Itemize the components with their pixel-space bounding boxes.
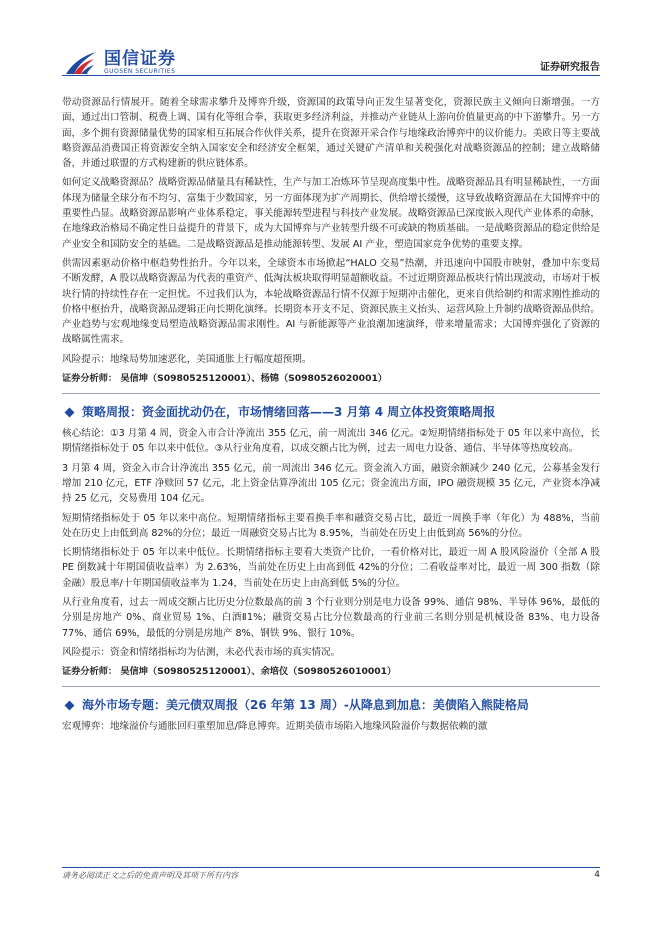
section-strategic-resources [62, 95, 600, 386]
section-divider [62, 686, 600, 687]
risk-note: 风险提示：地缘局势加速恶化，美国通胀上行幅度超预期。 [62, 353, 312, 365]
header-divider [62, 75, 600, 76]
guosen-logo [64, 50, 176, 76]
paragraph: 如何定义战略资源品？战略资源品储量具有稀缺性，生产与加工冶炼环节呈现高度集中性。战略资源品具有明显稀缺性，一方面体现为储量全球分布不均匀、富集于少数国家，另一方面体现为扩产周期长、供给增长缓慢，这导致战略资源品在大国博弈中的重要性凸显。战略资源品影响产业体系稳定，事关能源转型进程与科技产业发展。战略资源品已深度嵌入现代产业体系的命脉，在地缘政治格局不确定性日益提升的背景下，成为大国博弈与产业转型升级不可或缺的物质基础。一是战略资源品的稳定供给是产业安全和国防安全的基础。二是战略资源品是推动能源转型、发展 AI 产业，塑造国家竞争优势的重要支撑。 [62, 177, 600, 250]
report-body [62, 95, 600, 739]
risk-note: 风险提示：资金和情绪指标均为估测，未必代表市场的真实情况。 [62, 646, 341, 658]
paragraph: 从行业角度看，过去一周成交额占比历史分位数最高的前 3 个行业则分别是电力设备 99%、通信 98%、半导体 96%，最低的分别是房地产 0%、商业贸易 1%、白酒Ⅱ1%；融资交易占比分位数最高的行业前三名则分别是机械设备 83%、电力设备 77%、通信 69%，最低的分别是房地产 8%、钢铁 9%、银行 10%。 [62, 597, 600, 639]
page-header [0, 0, 662, 80]
section-strategy-weekly [62, 403, 600, 679]
section-divider [62, 393, 600, 394]
paragraph: 带动资源品行情展开。随着全球需求攀升及博弈升级，资源国的政策导向正发生显著变化，资源民族主义倾向日渐增强。一方面，通过出口管制、税费上调、国有化等组合拳，获取更多经济利益，并推动产业链从上游向价值量更高的中下游攀升。另一方面，多个拥有资源储量优势的国家相互拓展合作伙伴关系，提升在资源开采合作与地缘政治博弈中的议价能力。美欧日等主要战略资源品消费国正将资源安全纳入国家安全和经济安全框架，通过关键矿产清单和关税强化对战略资源品的控制；建立战略储备，并通过联盟的方式构建新的供应链体系。 [62, 97, 600, 170]
guosen-logo-icon [64, 50, 98, 76]
diamond-bullet-icon [65, 407, 75, 417]
report-type-label: 证券研究报告 [540, 62, 600, 73]
paragraph: 供需因素驱动价格中枢趋势性抬升。今年以来，全球资本市场掀起“HALO 交易”热潮，并迅速向中国股市映射，叠加中东变局不断发酵，A 股以战略资源品为代表的重资产、低淘汰板块取得明显超额收益。不过近期资源品板块行情出现波动，市场对于板块行情的持续性存在一定担忧。不过我们认为，本轮战略资源品行情不仅源于短期冲击催化，更来自供给制约和需求刚性推动的价格中枢抬升，战略资源品逻辑正向长期化演绎。长期资本开支不足、资源民族主义抬头、运营风险上升制约战略资源品供给。产业趋势与宏观地缘变局塑造战略资源品需求刚性。AI 与新能源等产业浪潮加速演绎，带来增量需求；大国博弈强化了资源的战略属性需求。 [62, 257, 600, 346]
logo-cn-text: 国信证券 [104, 49, 176, 69]
diamond-bullet-icon [65, 700, 75, 710]
paragraph: 长期情绪指标处于 05 年以来中低位。长期情绪指标主要看大类资产比价，一看价格对比，最近一周 A 股风险溢价（全部 A 股 PE 倒数减十年期国债收益率）为 2.63%，当前处在历史上由高到低 42%的分位；二看收益率对比，最近一周 300 指数（除金融）股息率/十年期国债收益率为 1.24，当前处在历史上由高到低 5%的分位。 [62, 547, 600, 589]
paragraph: 宏观博弈：地缘溢价与通胀回归重塑加息/降息博弈。近期美债市场陷入地缘风险溢价与数据依赖的激 [62, 721, 488, 733]
section-title-text: 策略周报：资金面扰动仍在，市场情绪回落——3 月第 4 周立体投资策略周报 [82, 405, 496, 420]
footer-divider [62, 867, 600, 868]
section-title [62, 403, 600, 421]
analyst-line: 证券分析师： 吴信坤（S0980525120001）、余培仪（S0980526010001） [62, 666, 397, 678]
disclaimer-text: 请务必阅读正文之后的免责声明及其项下所有内容 [62, 871, 238, 880]
section-title [62, 696, 600, 714]
analyst-line: 证券分析师： 吴信坤（S0980525120001）、杨锦（S0980526020001） [62, 373, 388, 385]
logo-en-text: GUOSEN SECURITIES [104, 68, 176, 75]
page-number: 4 [594, 870, 600, 880]
section-overseas-bonds [62, 696, 600, 734]
paragraph: 3 月第 4 周，资金入市合计净流出 355 亿元，前一周流出 346 亿元。资金流入方面，融资余额减少 240 亿元，公募基金发行增加 210 亿元，ETF 净赎回 57 亿元，北上资金估算净流出 105 亿元；资金流出方面，IPO 融资规模 35 亿元，产业资本净减持 25 亿元，交易费用 104 亿元。 [62, 462, 600, 505]
paragraph: 核心结论：①3 月第 4 周，资金入市合计净流出 355 亿元，前一周流出 346 亿元。②短期情绪指标处于 05 年以来中高位，长期情绪指标处于 05 年以来中低位。③从行业角度看，以成交额占比为例，过去一周电力设备、通信、半导体等热度较高。 [62, 428, 600, 455]
section-title-text: 海外市场专题：美元债双周报（26 年第 13 周）-从降息到加息：美债陷入熊陡格局 [82, 698, 529, 713]
paragraph: 短期情绪指标处于 05 年以来中高位。短期情绪指标主要看换手率和融资交易占比，最近一周换手率（年化）为 488%，当前处在历史上由低到高 82%的分位；最近一周融资交易占比为 8.95%，当前处在历史上由低到高 56%的分位。 [62, 512, 600, 539]
